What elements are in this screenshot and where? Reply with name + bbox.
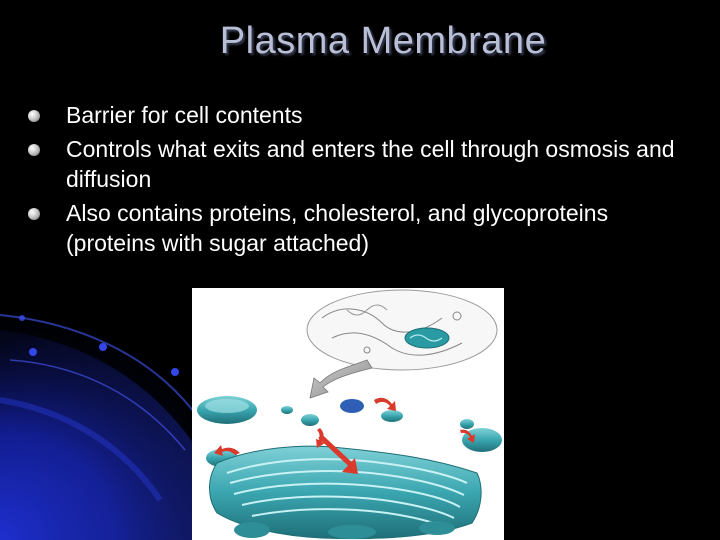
bullet-item bbox=[20, 198, 700, 258]
cell-sketch-icon bbox=[307, 290, 497, 370]
bullet-item bbox=[20, 100, 700, 130]
bullet-item bbox=[20, 134, 700, 194]
golgi-apparatus-illustration bbox=[192, 288, 504, 540]
bullet-text: Barrier for cell contents bbox=[66, 102, 303, 128]
bullet-dot-icon bbox=[28, 208, 40, 220]
curved-arrow-icon bbox=[310, 360, 372, 398]
bullet-dot-icon bbox=[28, 144, 40, 156]
bullet-text: Also contains proteins, cholesterol, and glycoproteins (proteins with sugar attached) bbox=[66, 200, 609, 256]
bullet-text: Controls what exits and enters the cell through osmosis and diffusion bbox=[66, 136, 675, 192]
slide-title: Plasma Membrane bbox=[219, 20, 547, 62]
bullet-list bbox=[20, 100, 700, 262]
bullet-dot-icon bbox=[28, 110, 40, 122]
